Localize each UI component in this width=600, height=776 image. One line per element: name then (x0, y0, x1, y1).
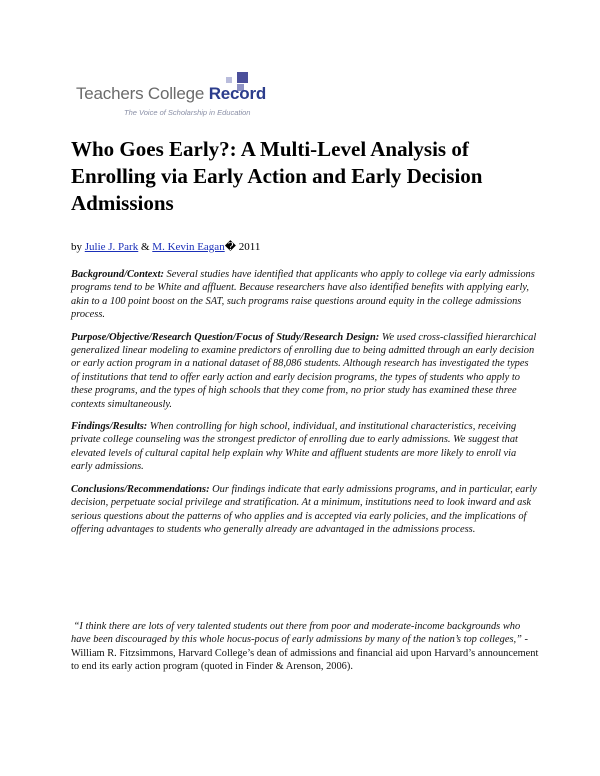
author-link-park[interactable]: Julie J. Park (84, 241, 139, 253)
author-link-eagan[interactable]: M. Kevin Eagan (152, 241, 225, 253)
journal-logo (76, 72, 276, 122)
abstract-findings: Findings/Results: When controlling for high school, individual, and institutional characteristics, receiving private college counseling was the strongest predictor of enrolling due to early admissions. We suggest that elevated levels of cultural capital help explain why White and affluent students are more likely to enroll via early admissions. (71, 421, 518, 473)
epigraph-quote: “I think there are lots of very talented students out there from poor and moderate-income backgrounds who have been discouraged by this whole hocus-pocus of early admissions by many of the nation’s top colleges,” -William R. Fitzsimmons, Harvard College’s dean of admissions and financial aid upon Harvard’s announcement to end its early action program (quoted in Finder & Arenson, 2006). (71, 621, 539, 673)
abstract-purpose: Purpose/Objective/Research Question/Focus of Study/Research Design: We used cross-classified hierarchical generalized linear modeling to examine predictors of enrolling due to being admitted through an early decision or early action program in a national dataset of 88,086 students. Although research has investigated the types of institutions that tend to offer early action and early decision programs, the types of students who apply to these programs, and the types of high schools that they come from, no prior study has examined these three contexts simultaneously. (71, 331, 537, 410)
logo-square-small (226, 77, 232, 83)
byline: by Julie J. Park & M. Kevin Eagan� 2011 (71, 241, 261, 253)
abstract-conclusions: Conclusions/Recommendations: Our findings indicate that early admissions programs, and in particular, early decision, perpetuate social privilege and stratification. At a minimum, institutions need to look inward and ask serious questions about the patterns of who applies and is accepted via early policies, and the implications of offering advantages to students who generally already are advantaged in the admissions process. (71, 483, 537, 535)
logo-wordmark: Teachers College Record (76, 84, 267, 103)
abstract-background: Background/Context: Several studies have identified that applicants who apply to college via early admissions programs tend to be White and affluent. Because researchers have also identified benefits with applying early, akin to a 100 point boost on the SAT, such programs raise questions around equity in the college admissions process. (71, 269, 535, 321)
logo-square-large (237, 72, 248, 83)
logo-tagline: The Voice of Scholarship in Education (124, 108, 251, 117)
article-title: Who Goes Early?: A Multi-Level Analysis of Enrolling via Early Action and Early Decision Admissions (71, 137, 483, 215)
abstract (71, 268, 539, 545)
